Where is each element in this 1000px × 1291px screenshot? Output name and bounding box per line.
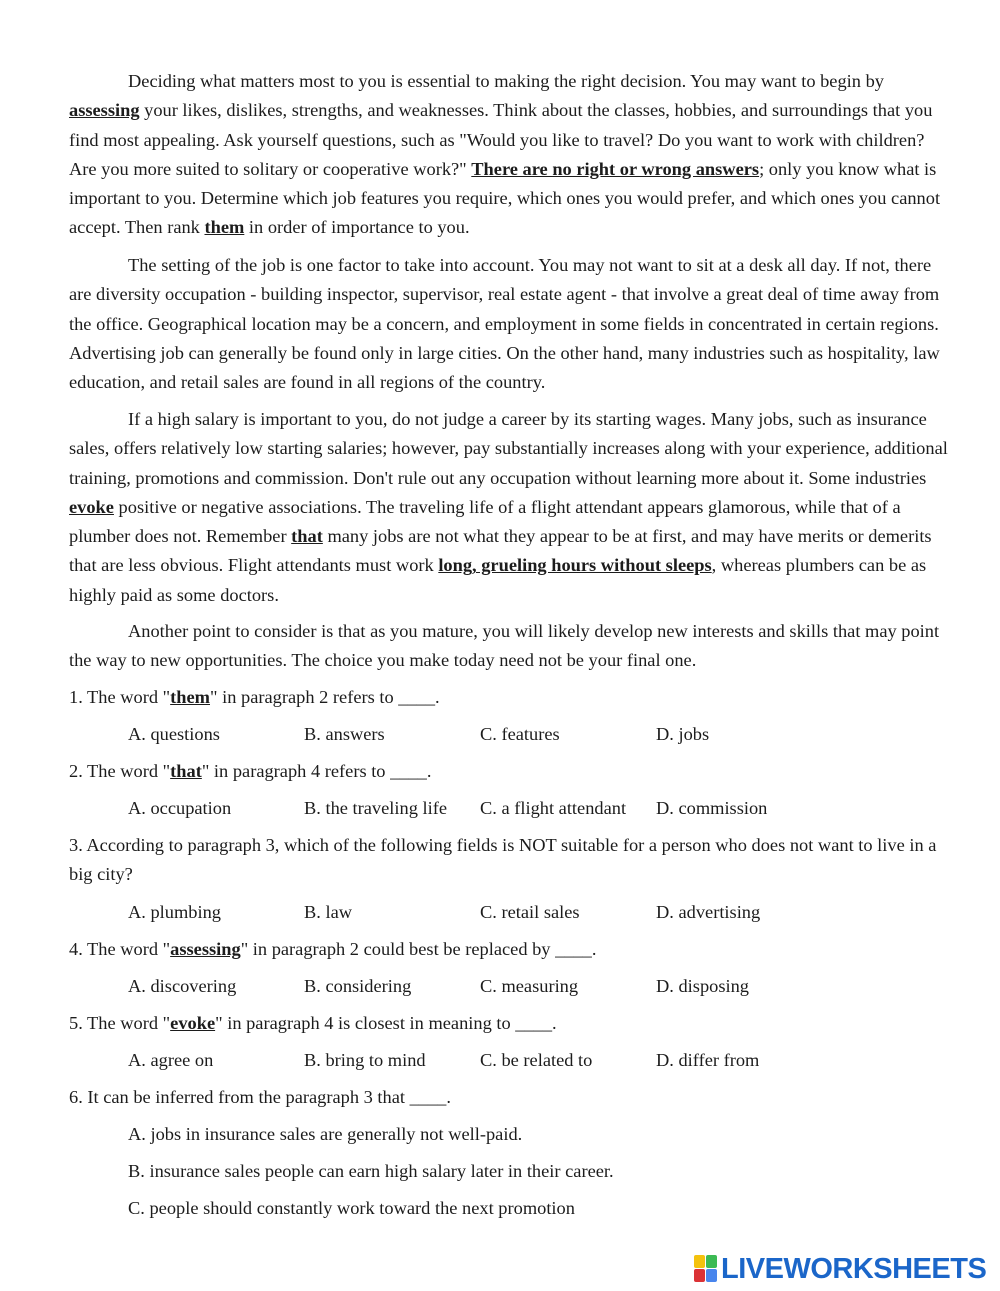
paragraph-1-text-c: ; only you know what is important to you. Determine which job features you require, which ones you would prefer, and which ones you cannot accept. Then rank (69, 158, 941, 238)
question-1-key: them (170, 687, 210, 707)
q2-option-b[interactable]: B. the traveling life (304, 798, 447, 818)
keyword-no-right-answers: There are no right or wrong answers (471, 158, 760, 179)
paragraph-2: The setting of the job is one factor to take into account. You may not want to sit at a desk all day. If not, there are diversity occupation - building inspector, supervisor, real estate agent - that involve a great deal of time away from the office. Geographical location may be a concern, and employment in some fields in concentrated in certain regions. Advertising job can generally be found only in large cities. On the other hand, many industries such as hospitality, law education, and retail sales are found in all regions of the country. (69, 255, 940, 393)
q1-option-b[interactable]: B. answers (304, 724, 385, 744)
q4-option-d[interactable]: D. disposing (656, 976, 749, 996)
q1-option-a[interactable]: A. questions (128, 724, 220, 744)
question-5-pre: 5. The word " (69, 1013, 171, 1033)
liveworksheets-logo-text: LIVEWORKSHEETS (721, 1252, 987, 1285)
q4-option-c[interactable]: C. measuring (480, 976, 579, 996)
paragraph-3-text-d: , whereas plumbers can be as highly paid as some doctors. (69, 555, 927, 605)
paragraph-4: Another point to consider is that as you mature, you will likely develop new interests and skills that may point the way to new opportunities. The choice you make today need not be your final one. (69, 621, 940, 671)
paragraph-1-text-d: in order of importance to you. (244, 217, 470, 238)
liveworksheets-logo-icon (694, 1255, 718, 1283)
keyword-them: them (204, 217, 245, 238)
keyword-assessing: assessing (69, 100, 140, 121)
logo-square-2 (706, 1255, 717, 1268)
question-2 (69, 757, 959, 786)
q5-option-d[interactable]: D. differ from (656, 1050, 760, 1070)
q2-option-c[interactable]: C. a flight attendant (480, 798, 627, 818)
question-2-key: that (170, 761, 202, 781)
question-4-post: " in paragraph 2 could best be replaced by ____. (240, 939, 597, 959)
paragraph-3-text-b: positive or negative associations. The traveling life of a flight attendant appears glamorous, while that of a plumber does not. Remember (69, 496, 901, 547)
q2-option-a[interactable]: A. occupation (128, 798, 232, 818)
liveworksheets-logo[interactable] (694, 1252, 986, 1286)
q6-option-b[interactable]: B. insurance sales people can earn high salary later in their career. (128, 1161, 614, 1181)
q6-option-a[interactable]: A. jobs in insurance sales are generally not well-paid. (128, 1124, 523, 1144)
q1-option-c[interactable]: C. features (480, 724, 560, 744)
q5-option-a[interactable]: A. agree on (128, 1050, 214, 1070)
question-5 (69, 1009, 959, 1038)
q3-option-b[interactable]: B. law (304, 902, 353, 922)
keyword-that: that (291, 526, 323, 547)
q3-option-a[interactable]: A. plumbing (128, 902, 221, 922)
question-2-post: " in paragraph 4 refers to ____. (201, 761, 432, 781)
question-3-pre: 3. According to paragraph 3, which of the following fields is NOT suitable for a person who does not want to live in a big city? (69, 835, 937, 885)
paragraph-1 (69, 67, 955, 243)
q4-option-b[interactable]: B. considering (304, 976, 412, 996)
logo-square-1 (694, 1255, 705, 1268)
q5-option-c[interactable]: C. be related to (480, 1050, 593, 1070)
question-6 (69, 1083, 959, 1112)
question-3 (69, 831, 939, 890)
q4-option-a[interactable]: A. discovering (128, 976, 237, 996)
question-4 (69, 935, 959, 964)
q1-option-d[interactable]: D. jobs (656, 724, 710, 744)
keyword-evoke: evoke (69, 496, 114, 517)
question-1-post: " in paragraph 2 refers to ____. (210, 687, 440, 707)
question-5-key: evoke (170, 1013, 216, 1033)
paragraph-3-text-c: many jobs are not what they appear to be at first, and may have merits or demerits that are less obvious. Flight attendants must work (69, 526, 932, 576)
paragraph-1-text-b: your likes, dislikes, strengths, and weaknesses. Think about the classes, hobbies, and surroundings that you find most appealing. Ask yourself questions, such as "Would you like to travel? Do you want to work with children? Are you more suited to solitary or cooperative work?" (69, 100, 933, 179)
paragraph-3-text-a: If a high salary is important to you, do not judge a career by its starting wages. Many jobs, such as insurance sales, offers relatively low starting salaries; however, pay substantially increases along with your experience, additional training, promotions and commission. Don't rule out any occupation without learning more about it. Some industries (69, 409, 948, 488)
keyword-long-hours: long, grueling hours without sleeps (438, 555, 712, 576)
paragraph-1-text-a: Deciding what matters most to you is essential to making the right decision. You may want to begin by (128, 71, 884, 91)
paragraph-3 (69, 405, 955, 610)
question-4-pre: 4. The word " (69, 939, 171, 959)
question-1 (69, 683, 959, 712)
q6-option-c[interactable]: C. people should constantly work toward the next promotion (128, 1198, 575, 1218)
question-1-pre: 1. The word " (69, 687, 171, 707)
logo-square-4 (706, 1269, 717, 1282)
question-4-key: assessing (170, 939, 241, 959)
q2-option-d[interactable]: D. commission (656, 798, 768, 818)
logo-square-3 (694, 1269, 705, 1282)
question-5-post: " in paragraph 4 is closest in meaning to ____. (215, 1013, 557, 1033)
q5-option-b[interactable]: B. bring to mind (304, 1050, 426, 1070)
question-2-pre: 2. The word " (69, 761, 171, 781)
question-6-pre: 6. It can be inferred from the paragraph 3 that ____. (69, 1087, 451, 1107)
q3-option-d[interactable]: D. advertising (656, 902, 761, 922)
q3-option-c[interactable]: C. retail sales (480, 902, 580, 922)
